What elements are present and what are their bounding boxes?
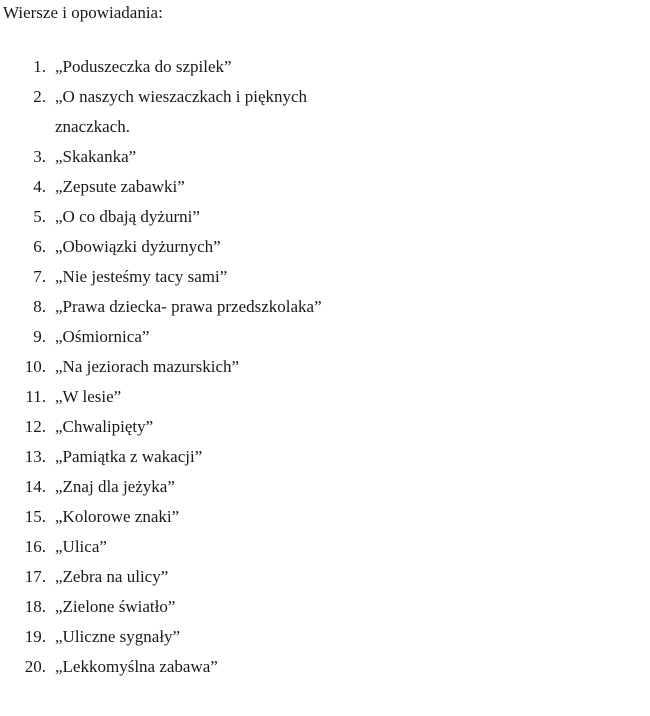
list-item [0, 322, 650, 352]
item-title: „Uliczne sygnały” [55, 627, 181, 646]
list-item [0, 82, 650, 142]
list-item [0, 652, 650, 682]
item-title: „W lesie” [55, 387, 122, 406]
list-item [0, 592, 650, 622]
item-number: 18. [24, 597, 46, 616]
item-number: 3. [33, 147, 46, 166]
item-number: 13. [24, 447, 46, 466]
list-heading: Wiersze i opowiadania: [3, 3, 163, 22]
item-number: 9. [33, 327, 46, 346]
item-number: 19. [24, 627, 46, 646]
list-item [0, 622, 650, 652]
item-title: „Chwalipięty” [55, 417, 154, 436]
item-number: 15. [24, 507, 46, 526]
item-title: „Zebra na ulicy” [55, 567, 169, 586]
list-item [0, 52, 650, 82]
list-item [0, 172, 650, 202]
list-item [0, 472, 650, 502]
item-title: „Pamiątka z wakacji” [55, 447, 203, 466]
list-item [0, 502, 650, 532]
item-title: „Skakanka” [55, 147, 137, 166]
item-number: 8. [33, 297, 46, 316]
item-title: „Poduszeczka do szpilek” [55, 57, 232, 76]
item-number: 1. [33, 57, 46, 76]
list-item [0, 142, 650, 172]
poems-list [0, 52, 650, 682]
item-number: 10. [24, 357, 46, 376]
item-number: 11. [25, 387, 46, 406]
item-title: „Zepsute zabawki” [55, 177, 185, 196]
item-title: „Kolorowe znaki” [55, 507, 180, 526]
list-item [0, 562, 650, 592]
list-item [0, 352, 650, 382]
item-number: 12. [24, 417, 46, 436]
item-number: 17. [24, 567, 46, 586]
item-title: „Zielone światło” [55, 597, 176, 616]
item-title: „Ulica” [55, 537, 107, 556]
item-title: „Lekkomyślna zabawa” [55, 657, 218, 676]
item-title: „Ośmiornica” [55, 327, 150, 346]
list-item [0, 442, 650, 472]
item-number: 14. [24, 477, 46, 496]
item-title: „Znaj dla jeżyka” [55, 477, 175, 496]
item-title: „Obowiązki dyżurnych” [55, 237, 221, 256]
list-item [0, 292, 650, 322]
list-item [0, 412, 650, 442]
list-item [0, 202, 650, 232]
item-title: „Nie jesteśmy tacy sami” [55, 267, 228, 286]
item-title: „Na jeziorach mazurskich” [55, 357, 240, 376]
item-number: 5. [33, 207, 46, 226]
item-title: „O naszych wieszaczkach i pięknych znaczkach. [55, 87, 308, 136]
item-title: „Prawa dziecka- prawa przedszkolaka” [55, 297, 322, 316]
list-item [0, 532, 650, 562]
item-number: 20. [24, 657, 46, 676]
item-number: 6. [33, 237, 46, 256]
item-title: „O co dbają dyżurni” [55, 207, 200, 226]
list-item [0, 232, 650, 262]
list-item [0, 262, 650, 292]
item-number: 4. [33, 177, 46, 196]
item-number: 16. [24, 537, 46, 556]
item-number: 7. [33, 267, 46, 286]
list-item [0, 382, 650, 412]
item-number: 2. [33, 87, 46, 106]
